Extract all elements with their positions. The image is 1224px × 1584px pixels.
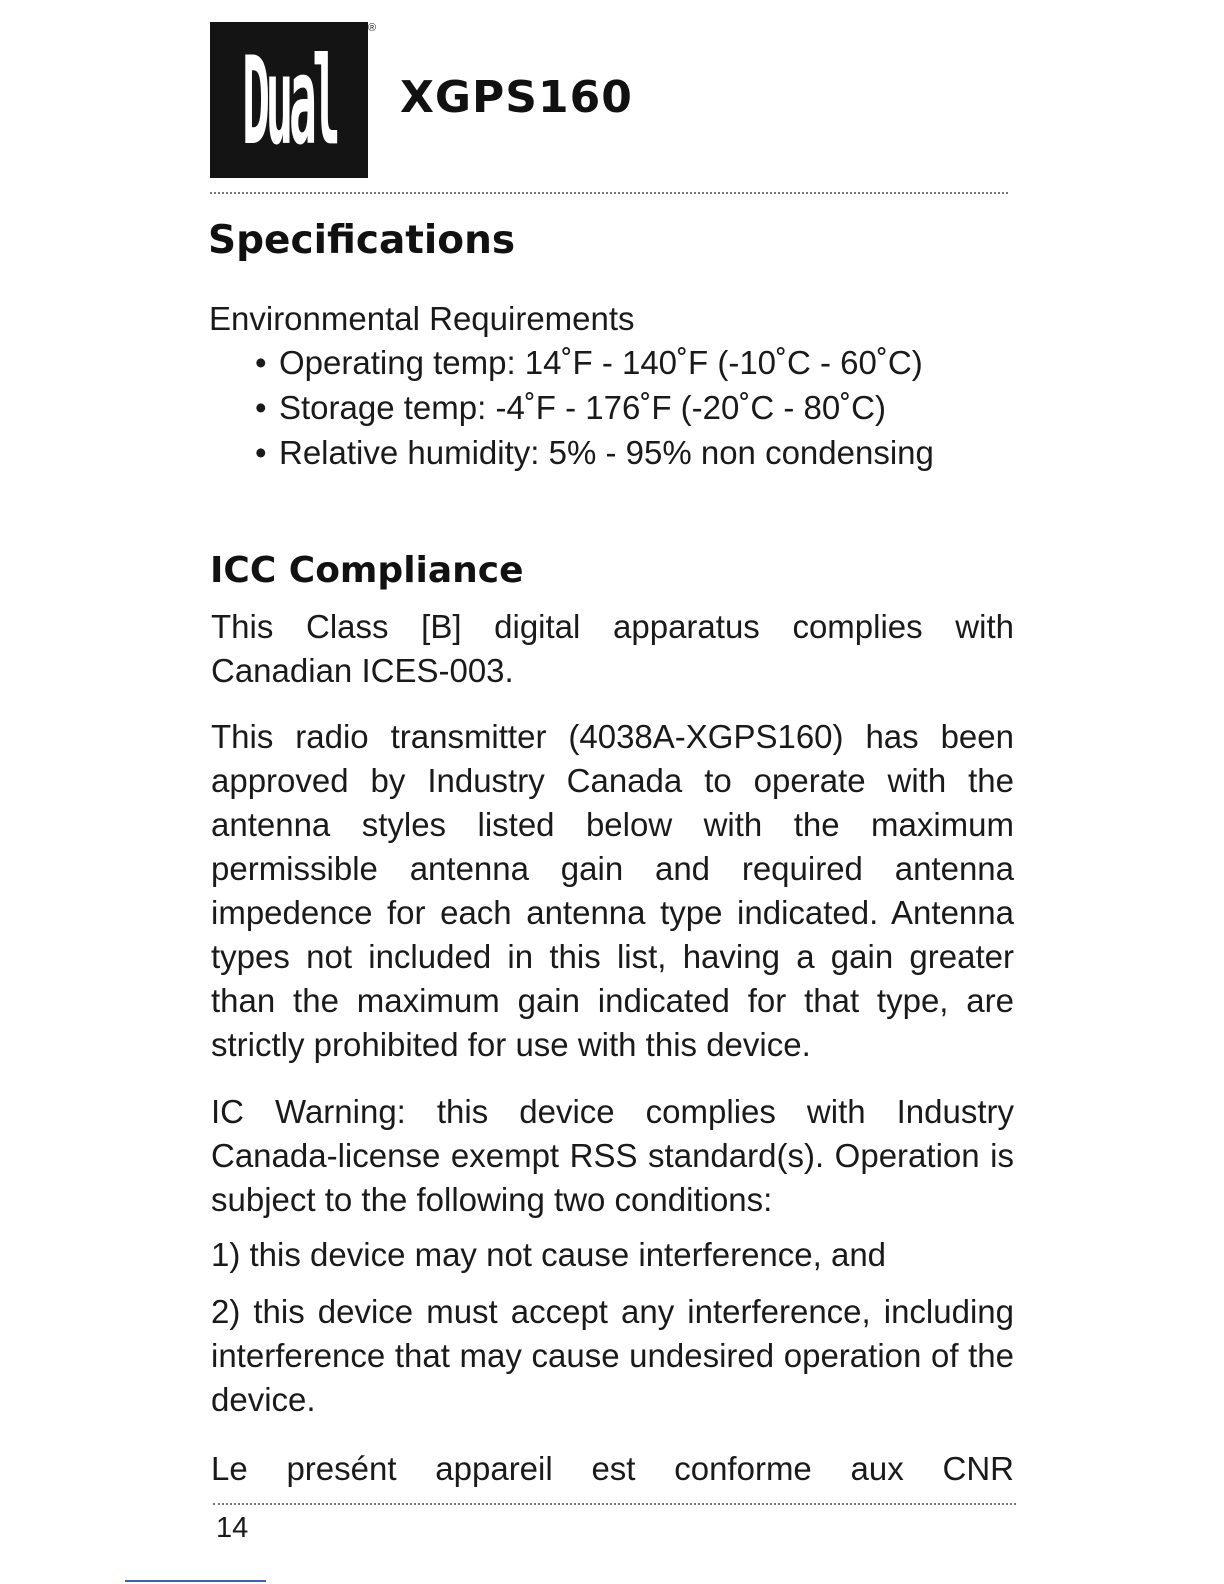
- footer-accent-line: [125, 1580, 266, 1582]
- header-divider: [210, 192, 1008, 194]
- paragraph: Le presént appareil est conforme aux CNR: [211, 1450, 1014, 1487]
- list-item: • Relative humidity: 5% - 95% non condensing: [255, 434, 934, 471]
- footer-divider: [213, 1503, 1016, 1505]
- icc-compliance-heading: ICC Compliance: [210, 550, 524, 591]
- paragraph: This radio transmitter (4038A-XGPS160) has been approved by Industry Canada to operate with the antenna styles listed below with the maximum permissible antenna gain and required antenna impedence for each antenna type indicated. Antenna types not included in this list, having a gain greater than the maximum gain indicated for that type, are strictly prohibited for use with this device.: [211, 718, 1014, 1063]
- registered-mark: ®: [368, 22, 377, 34]
- model-name: XGPS160: [400, 72, 633, 123]
- environmental-list: [255, 340, 934, 475]
- dual-logo: [210, 22, 368, 178]
- logo-text: Dual: [242, 32, 336, 174]
- paragraph: This Class [B] digital apparatus complies with Canadian ICES-003.: [211, 608, 1014, 689]
- environmental-title: Environmental Requirements: [209, 300, 635, 337]
- page-number: 14: [216, 1512, 249, 1544]
- paragraph: 1) this device may not cause interference, and: [211, 1236, 887, 1273]
- specifications-heading: Specifications: [208, 218, 516, 263]
- list-item: • Storage temp: -4˚F - 176˚F (-20˚C - 80˚C): [255, 389, 886, 426]
- list-item: • Operating temp: 14˚F - 140˚F (-10˚C - 60˚C): [255, 344, 923, 381]
- paragraph: IC Warning: this device complies with Industry Canada-license exempt RSS standard(s). Operation is subject to the following two conditions:: [211, 1093, 1014, 1218]
- paragraph: 2) this device must accept any interference, including interference that may cause undesired operation of the device.: [211, 1293, 1014, 1418]
